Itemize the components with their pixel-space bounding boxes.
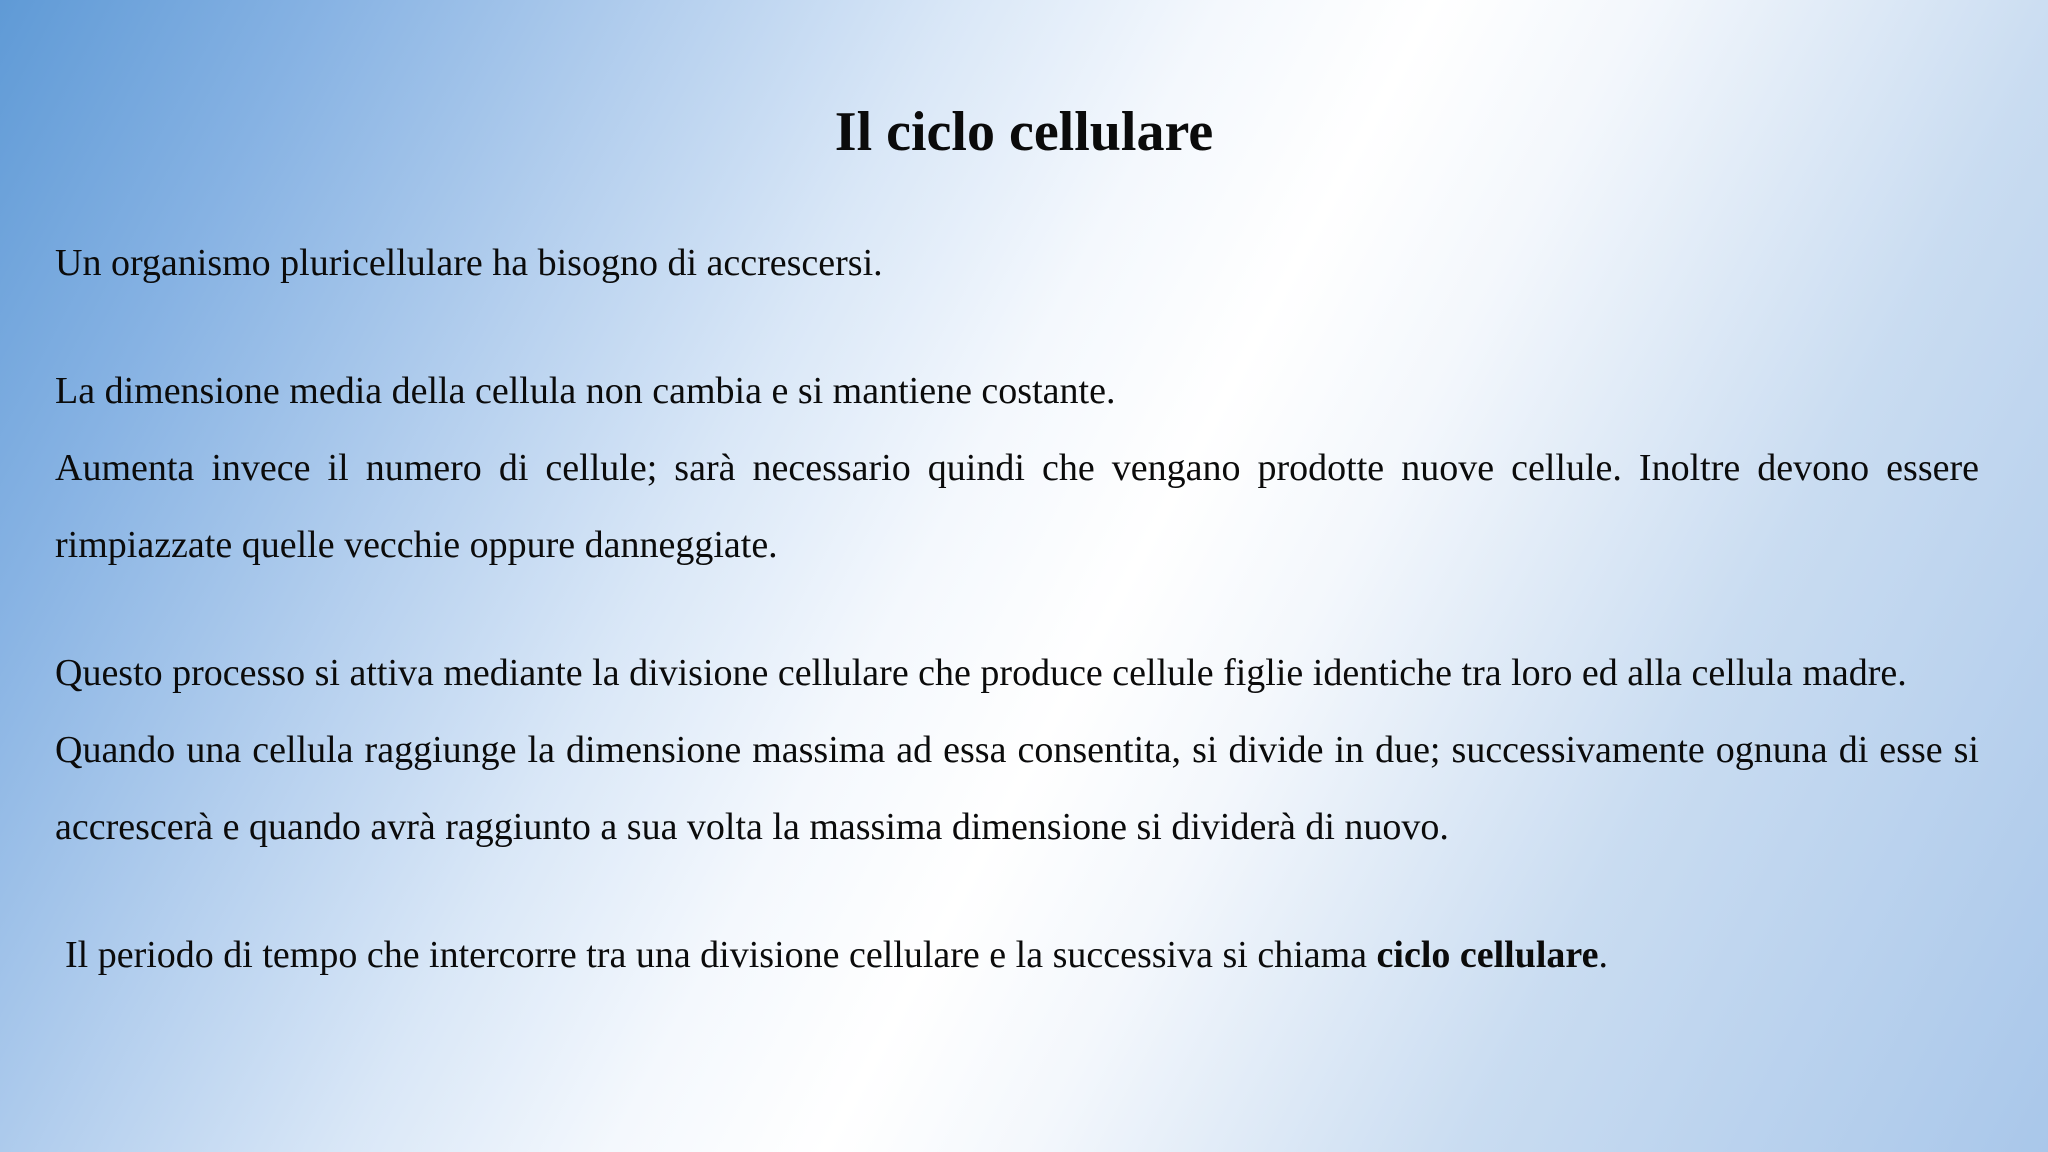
paragraph-spacer xyxy=(55,584,1979,635)
paragraph-spacer xyxy=(55,302,1979,353)
paragraph-spacer xyxy=(55,866,1979,917)
definition-text: Il periodo di tempo che intercorre tra una divisione cellulare e la successiva si chiama xyxy=(65,934,1377,976)
paragraph-division-cycle: Quando una cellula raggiunge la dimensione massima ad essa consentita, si divide in due; successivamente ognuna di esse si accrescerà e quando avrà raggiunto a sua volta la massima dimensione si dividerà di nuovo. xyxy=(55,729,1979,848)
paragraph-cell-number: Aumenta invece il numero di cellule; sarà necessario quindi che vengano prodotte nuove cellule. Inoltre devono essere rimpiazzate quelle vecchie oppure danneggiate. xyxy=(55,447,1979,566)
paragraph-cell-division: Questo processo si attiva mediante la divisione cellulare che produce cellule figlie identiche tra loro ed alla cellula madre. xyxy=(55,652,1907,694)
paragraph-growth: Un organismo pluricellulare ha bisogno di accrescersi. xyxy=(55,242,883,284)
definition-term: ciclo cellulare xyxy=(1376,934,1599,976)
definition-period: . xyxy=(1598,934,1608,976)
paragraph-definition xyxy=(55,917,1979,994)
slide-body xyxy=(55,225,1979,994)
slide-title: Il ciclo cellulare xyxy=(834,101,1214,163)
paragraph-cell-size: La dimensione media della cellula non cambia e si mantiene costante. xyxy=(55,370,1116,412)
